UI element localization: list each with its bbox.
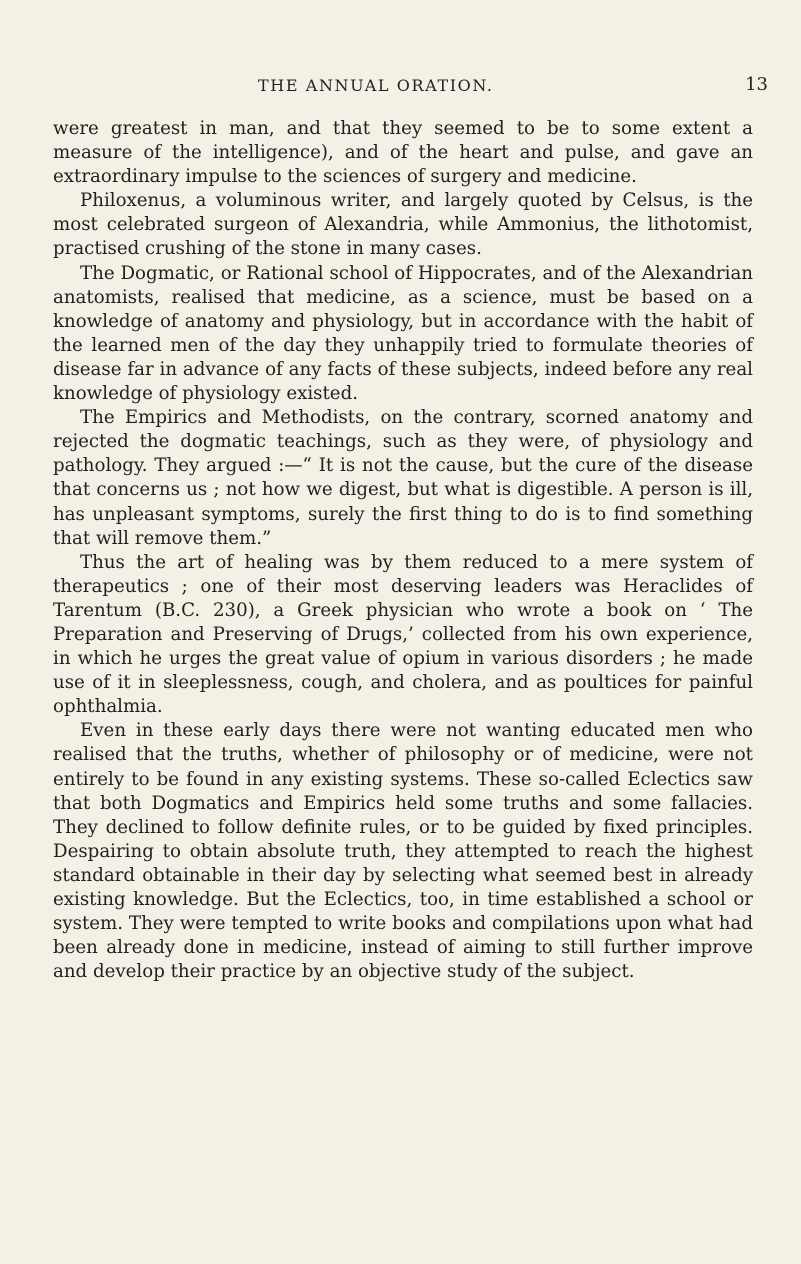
paragraph-dogmatic-school: The Dogmatic, or Rational school of Hippocrates, and of the Alexandrian anatomists, realised that medicine, as a science, must be based on a knowledge of anatomy and physiology, but in accordance with the habit of the learned men of the day they unhappily tried to formulate theories of disease far in advance of any facts of these subjects, indeed before any real knowledge of physiology existed. [53, 262, 753, 405]
paragraph-philoxenus: Philoxenus, a voluminous writer, and largely quoted by Celsus, is the most celebrated surgeon of Alexandria, while Ammonius, the lithotomist, practised crushing of the stone in many cases. [53, 190, 753, 260]
paragraph-therapeutics: Thus the art of healing was by them reduced to a mere system of therapeutics ; one of their most deserving leaders was Heraclides of Tarentum (B.C. 230), a Greek physician who wrote a book on ‘ The Preparation and Preserving of Drugs,’ collected from his own experience, in which he urges the great value of opium in various disorders ; he made use of it in sleeplessness, cough, and cholera, and as poultices for painful ophthalmia. [53, 551, 753, 718]
page-number: 13 [745, 74, 768, 95]
running-head [0, 76, 801, 110]
paragraph-empirics-methodists: The Empirics and Methodists, on the contrary, scorned anatomy and rejected the dogmatic teachings, such as they were, of physiology and pathology. They argued :—“ It is not the cause, but the cure of the disease that concerns us ; not how we digest, but what is digestible. A person is ill, has unpleasant symptoms, surely the first thing to do is to find something that will remove them.” [53, 407, 753, 549]
paragraph-eclectics: Even in these early days there were not wanting educated men who realised that the truths, whether of philosophy or of medicine, were not entirely to be found in any existing systems. These so-called Eclectics saw that both Dogmatics and Empirics held some truths and some fallacies. They declined to follow definite rules, or to be guided by fixed principles. Despairing to obtain absolute truth, they attempted to reach the highest standard obtainable in their day by selecting what seemed best in already existing knowledge. But the Eclectics, too, in time established a school or system. They were tempted to write books and compilations upon what had been already done in medicine, instead of aiming to still further improve and develop their practice by an objective study of the subject. [53, 720, 753, 983]
running-title: THE ANNUAL ORATION. [258, 76, 494, 95]
paragraph-continuation: were greatest in man, and that they seemed to be to some extent a measure of the intelligence), and of the heart and pulse, and gave an extraordinary impulse to the sciences of surgery and medicine. [53, 118, 753, 188]
body-text [53, 117, 753, 984]
